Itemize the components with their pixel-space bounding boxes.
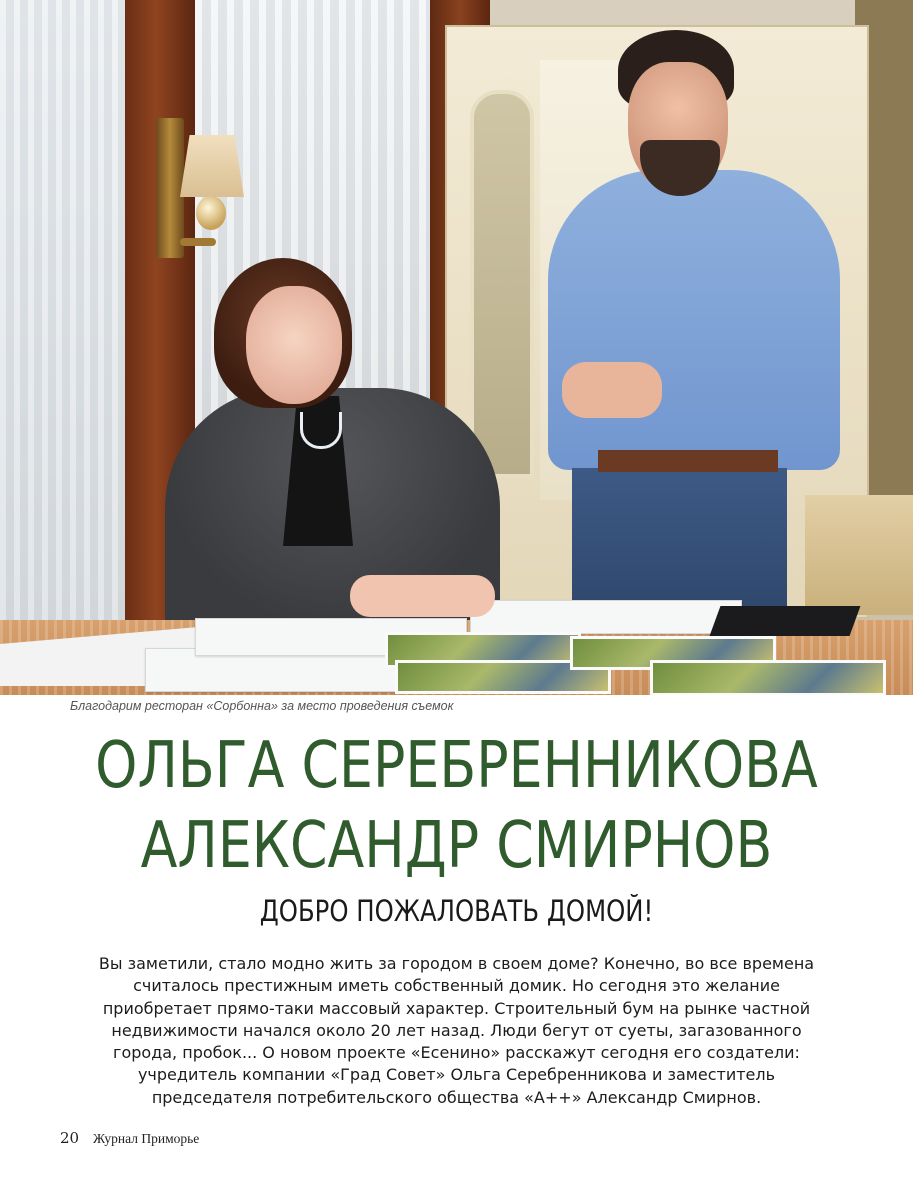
wall-lamp-bulb xyxy=(196,196,226,230)
article-subtitle: ДОБРО ПОЖАЛОВАТЬ ДОМОЙ! xyxy=(259,894,654,928)
side-table xyxy=(805,495,913,615)
lead-line: считалось престижным иметь собственный домик. Но сегодня это желание xyxy=(133,976,780,996)
black-folder xyxy=(710,606,861,636)
necklace xyxy=(300,412,342,449)
man-shirt xyxy=(548,170,840,470)
article-title-line-1: ОЛЬГА СЕРЕБРЕННИКОВА xyxy=(95,729,818,803)
article-title-line-2: АЛЕКСАНДР СМИРНОВ xyxy=(140,809,773,883)
wall-lamp-plate xyxy=(156,118,184,258)
wall-lamp-arm xyxy=(180,238,216,246)
article-lead xyxy=(60,953,853,1109)
cabinet-glass-door xyxy=(470,90,534,478)
photo-caption: Благодарим ресторан «Сорбонна» за место проведения съемок xyxy=(70,699,454,713)
woman-face xyxy=(246,286,342,404)
lead-line: Вы заметили, стало модно жить за городом в своем доме? Конечно, во все времена xyxy=(98,954,815,973)
curtain-left xyxy=(0,0,135,650)
man-belt xyxy=(598,450,778,472)
lead-line: председателя потребительского общества «А++» Александр Смирнов. xyxy=(151,1087,762,1107)
photo-print xyxy=(650,660,886,695)
journal-name: Журнал Приморье xyxy=(93,1131,200,1146)
page-number: 20 xyxy=(60,1129,80,1147)
document-sheet xyxy=(470,600,742,634)
lead-line: недвижимости начался около 20 лет назад. Люди бегут от суеты, загазованного xyxy=(111,1020,802,1040)
man-hands xyxy=(562,362,662,418)
lead-line: города, пробок... О новом проекте «Есенино» расскажут сегодня его создатели: xyxy=(113,1043,800,1063)
lead-line: приобретает прямо-таки массовый характер. Строительный бум на рынке частной xyxy=(102,998,811,1018)
wall-lamp-shade xyxy=(180,135,244,197)
woman-hands xyxy=(350,575,495,617)
lead-line: учредитель компании «Град Совет» Ольга Серебренникова и заместитель xyxy=(137,1065,776,1085)
